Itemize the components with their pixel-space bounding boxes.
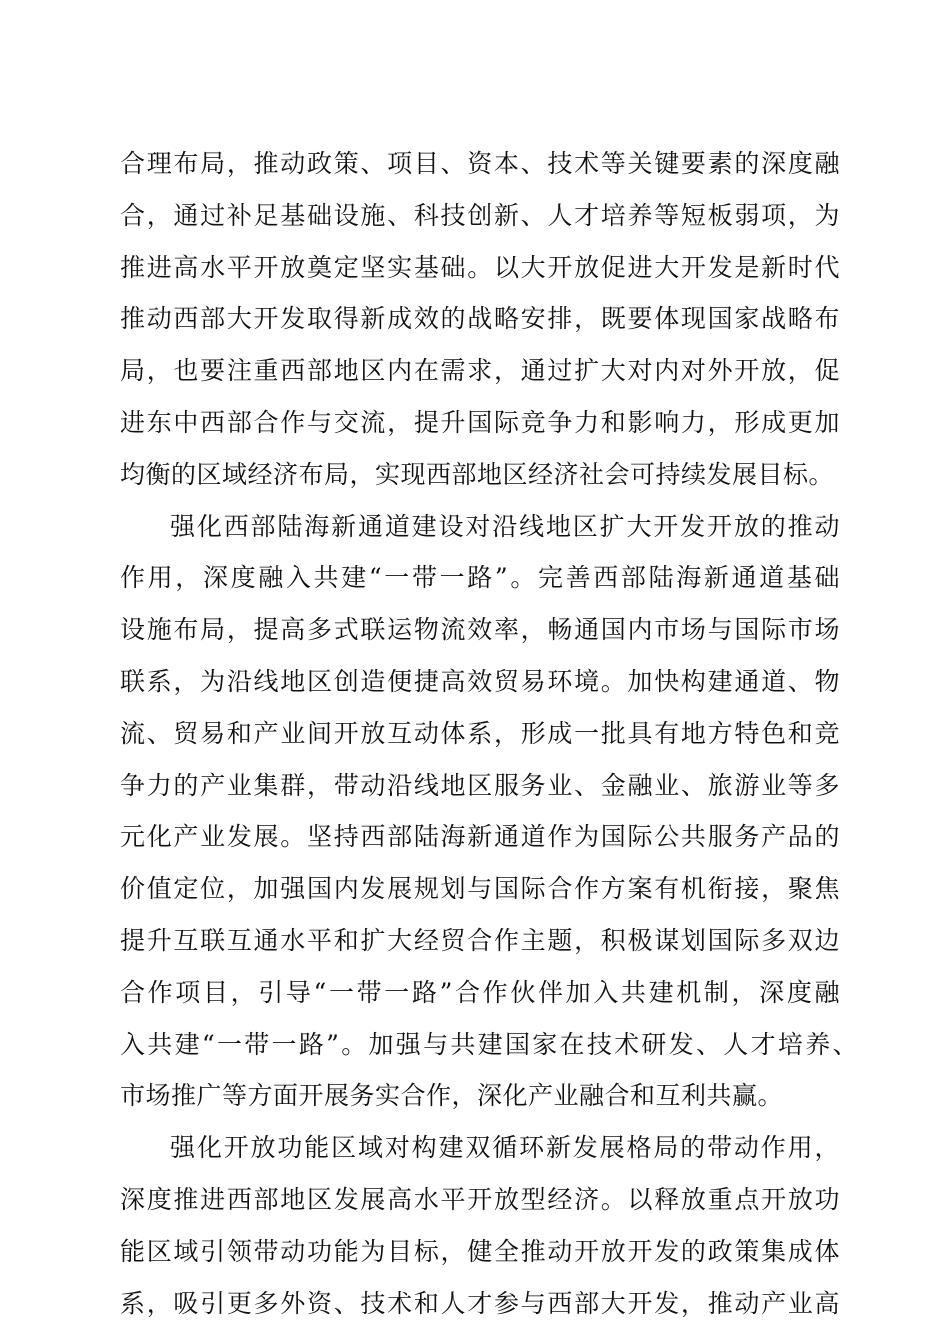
text-line: 推动西部大开发取得新成效的战略安排，既要体现国家战略布: [120, 304, 840, 334]
text-line: 均衡的区域经济布局，实现西部地区经济社会可持续发展目标。: [120, 459, 835, 489]
text-line: 深度推进西部地区发展高水平开放型经济。以释放重点开放功: [120, 1184, 840, 1214]
text-line: 价值定位，加强国内发展规划与国际合作方案有机衔接，聚焦: [120, 874, 840, 904]
text-line: 推进高水平开放奠定坚实基础。以大开放促进大开发是新时代: [120, 252, 840, 282]
text-line: 作用，深度融入共建“一带一路”。完善西部陆海新通道基础: [120, 563, 840, 593]
text-line: 系，吸引更多外资、技术和人才参与西部大开发，推动产业高: [120, 1288, 840, 1318]
text-line: 设施布局，提高多式联运物流效率，畅通国内市场与国际市场: [120, 615, 840, 645]
text-line: 能区域引领带动功能为目标，健全推动开放开发的政策集成体: [120, 1236, 840, 1266]
text-line: 合作项目，引导“一带一路”合作伙伴加入共建机制，深度融: [120, 977, 840, 1007]
paragraph-start-line: 强化开放功能区域对构建双循环新发展格局的带动作用，: [170, 1133, 840, 1163]
text-line: 提升互联互通水平和扩大经贸合作主题，积极谋划国际多双边: [120, 925, 840, 955]
text-line: 合理布局，推动政策、项目、资本、技术等关键要素的深度融: [120, 149, 840, 178]
body-text: [120, 138, 858, 1329]
text-line: 局，也要注重西部地区内在需求，通过扩大对内对外开放，促: [120, 356, 840, 386]
text-line: 市场推广等方面开展务实合作，深化产业融合和互利共赢。: [120, 1081, 784, 1111]
text-line: 流、贸易和产业间开放互动体系，形成一批具有地方特色和竞: [120, 718, 840, 748]
text-line: 联系，为沿线地区创造便捷高效贸易环境。加快构建通道、物: [120, 666, 840, 696]
text-line: 入共建“一带一路”。加强与共建国家在技术研发、人才培养、: [120, 1029, 858, 1059]
text-line: 元化产业发展。坚持西部陆海新通道作为国际公共服务产品的: [120, 822, 840, 852]
text-line: 进东中西部合作与交流，提升国际竞争力和影响力，形成更加: [120, 407, 840, 437]
text-line: 争力的产业集群，带动沿线地区服务业、金融业、旅游业等多: [120, 770, 840, 800]
text-line: 合，通过补足基础设施、科技创新、人才培养等短板弱项，为: [120, 200, 840, 230]
paragraph-start-line: 强化西部陆海新通道建设对沿线地区扩大开发开放的推动: [170, 511, 840, 541]
